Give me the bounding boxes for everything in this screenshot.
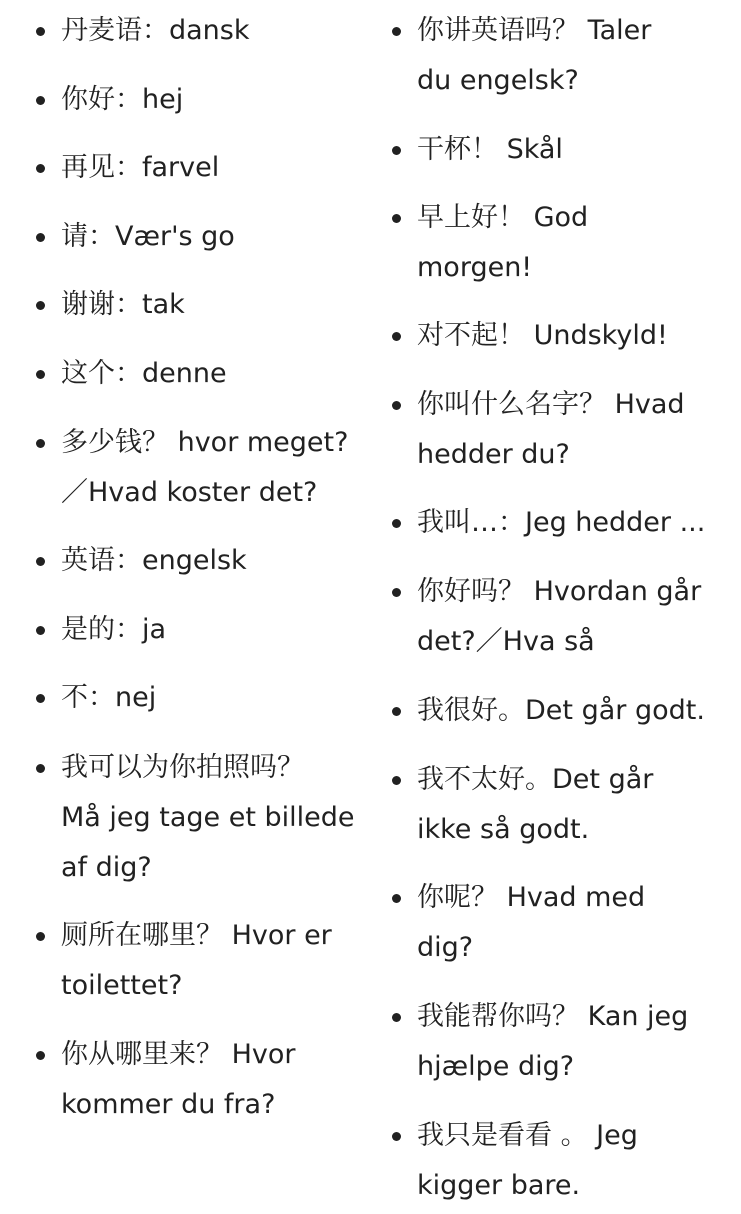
list-item: [0, 212, 370, 262]
list-item: [356, 686, 741, 736]
list-item: [0, 743, 370, 893]
bullet-icon: [36, 27, 45, 36]
bullet-icon: [36, 694, 45, 703]
list-item: [356, 498, 741, 548]
phrase-text: 我能帮你吗？ Kan jeg hjælpe dig?: [417, 1001, 689, 1082]
bullet-icon: [36, 1051, 45, 1060]
bullet-icon: [392, 519, 401, 528]
bullet-icon: [392, 1013, 401, 1022]
phrase-text: 谢谢：tak: [61, 289, 185, 320]
list-item: [356, 1111, 741, 1211]
list-item: [356, 125, 741, 175]
list-item: [356, 567, 741, 667]
list-item: [356, 873, 741, 973]
phrase-text: 对不起！ Undskyld!: [417, 320, 668, 351]
bullet-icon: [36, 233, 45, 242]
bullet-icon: [392, 146, 401, 155]
list-item: [356, 380, 741, 480]
list-item: [356, 6, 741, 106]
phrase-text: 丹麦语：dansk: [61, 15, 250, 46]
bullet-icon: [392, 1132, 401, 1141]
phrase-text: 我叫…：Jeg hedder ...: [417, 507, 706, 538]
bullet-icon: [392, 588, 401, 597]
list-item: [0, 280, 370, 330]
list-item: [0, 418, 370, 518]
list-item: [0, 673, 370, 723]
list-item: [356, 992, 741, 1092]
bullet-icon: [36, 626, 45, 635]
bullet-icon: [36, 96, 45, 105]
phrase-text: 请：Vær's go: [61, 221, 235, 252]
list-item: [0, 1030, 370, 1130]
list-item: [0, 349, 370, 399]
phrase-text: 你呢？ Hvad med dig?: [417, 882, 646, 963]
bullet-icon: [392, 27, 401, 36]
phrase-text: 我很好。Det går godt.: [417, 695, 705, 726]
phrase-text: 你叫什么名字？ Hvad hedder du?: [417, 389, 685, 470]
list-item: [356, 193, 741, 293]
phrase-text: 干杯！ Skål: [417, 134, 563, 165]
bullet-icon: [36, 164, 45, 173]
phrase-text: 你好吗？ Hvordan går det?／Hva så: [417, 576, 702, 657]
phrase-text: 你好：hej: [61, 84, 184, 115]
list-item: [0, 6, 370, 56]
phrase-text: 多少钱？ hvor meget? ／Hvad koster det?: [61, 427, 349, 508]
bullet-icon: [392, 332, 401, 341]
phrase-text: 厕所在哪里？ Hvor er toilettet?: [61, 920, 332, 1001]
phrase-text: 是的：ja: [61, 614, 167, 645]
list-item: [0, 143, 370, 193]
phrase-text: 我不太好。Det går ikke så godt.: [417, 764, 654, 845]
bullet-icon: [392, 401, 401, 410]
bullet-icon: [36, 557, 45, 566]
bullet-icon: [392, 214, 401, 223]
phrase-text: 早上好！ God morgen!: [417, 202, 589, 283]
bullet-icon: [392, 707, 401, 716]
bullet-icon: [36, 764, 45, 773]
list-item: [0, 605, 370, 655]
list-item: [356, 311, 741, 361]
list-item: [356, 755, 741, 855]
phrase-text: 英语：engelsk: [61, 545, 247, 576]
bullet-icon: [36, 932, 45, 941]
list-item: [0, 75, 370, 125]
list-item: [0, 911, 370, 1011]
phrase-text: 再见：farvel: [61, 152, 220, 183]
bullet-icon: [392, 894, 401, 903]
phrase-text: 我只是看看 。 Jeg kigger bare.: [417, 1120, 638, 1201]
bullet-icon: [36, 370, 45, 379]
phrase-text: 不：nej: [61, 682, 157, 713]
bullet-icon: [36, 301, 45, 310]
phrase-text: 你讲英语吗？ Taler du engelsk?: [417, 15, 652, 96]
list-item: [0, 536, 370, 586]
phrase-text: 这个：denne: [61, 358, 227, 389]
phrase-text: 你从哪里来？ Hvor kommer du fra?: [61, 1039, 296, 1120]
phrase-text: 我可以为你拍照吗？ Må jeg tage et billede af dig?: [61, 752, 355, 883]
bullet-icon: [36, 439, 45, 448]
bullet-icon: [392, 776, 401, 785]
